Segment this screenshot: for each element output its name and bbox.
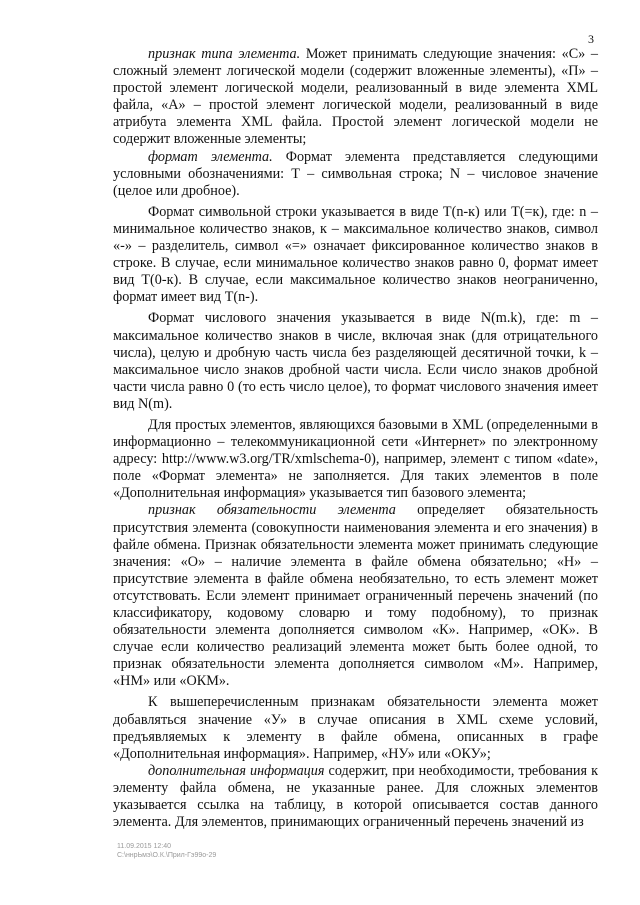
paragraph-base-types [113,417,598,502]
paragraph-text: определяет обязательность присутствия элемента (совокупности наименования элемента и его значения) в файле обмена. Признак обязательности элемента может принимать следующие значения: «О» – наличие элемента в файле обмена обязательно; «Н» – присутствие элемента в файле обмена необязательно, то есть элемент может отсутствовать. Если элемент принимает ограниченный перечень значений (по классификатору, кодовому словарю и тому подобному), то признак обязательности элемента дополняется символом «К». Например, «ОК». В случае если количество реализаций элемента может быть более одной, то признак обязательности элемента дополняется символом «М». Например, «НМ» или «ОКМ». [113,502,598,690]
term-mandatory: признак обязательности элемента [148,502,396,519]
paragraph-text: Может принимать следующие значения: «С» – сложный элемент логической модели (содержит вложенные элементы), «П» – простой элемент логической модели, реализованный в виде элемента XML файла, «А» – простой элемент логической модели, реализованный в виде атрибута элемента XML файла. Простой элемент логической модели не содержит вложенные элементы; [113,46,598,148]
paragraph-text: содержит, при необходимости, требования к элементу файла обмена, не указанные ранее. Для сложных элементов указывается ссылка на таблицу, в которой описывается состав данного элемента. Для элементов, принимающих ограниченный перечень значений из [113,762,598,831]
paragraph-element-format [113,149,598,200]
paragraph-conditions [113,694,598,762]
paragraph-text: Формат символьной строки указывается в виде Т(n-к) или Т(=к), где: n – минимальное количество знаков, к – максимальное количество знаков, символ «-» – разделитель, символ «=» означает фиксированное количество знаков в строке. В случае, если минимальное количество знаков равно 0, формат имеет вид Т(0-к). В случае, если максимальное количество знаков неограниченно, формат имеет вид Т(n-). [113,203,598,306]
document-body [113,46,598,831]
paragraph-string-format [113,204,598,307]
file-footer [117,842,216,860]
paragraph-additional-info [113,763,598,831]
paragraph-text: Формат элемента представляется следующими условными обозначениями: Т – символьная строка; N – числовое значение (целое или дробное). [113,148,598,199]
term-element-type: признак типа элемента. [148,46,301,62]
paragraph-mandatory [113,502,598,690]
paragraph-text: Для простых элементов, являющихся базовыми в XML (определенными в информационно – телекоммуникационной сети «Интернет» по электронному адресу: http://www.w3.org/TR/xmlschema-0), например, элемент с типом «date», поле «Формат элемента» не заполняется. Для таких элементов в поле «Дополнительная информация» указывается тип базового элемента; [113,416,598,502]
footer-timestamp: 11.09.2015 12:40 [117,843,171,850]
paragraph-element-type [113,46,598,149]
footer-file-path: С:\ннрЬмэ\О.К.\Прил-Гэ99о-29 [117,852,217,859]
paragraph-text: Формат числового значения указывается в виде N(m.k), где: m – максимальное количество знаков в числе, включая знак (для отрицательного числа), целую и дробную часть числа без разделяющей десятичной точки, k – максимальное число знаков дробной части числа. Если число знаков дробной части числа равно 0 (то есть число целое), то формат числового значения имеет вид N(m). [113,310,598,412]
term-additional-info: дополнительная информация [148,762,325,779]
paragraph-text: К вышеперечисленным признакам обязательности элемента может добавляться значение «У» в случае описания в XML схеме условий, предъявляемых к элементу в файле обмена, описанных в графе «Дополнительная информация». Например, «НУ» или «ОКУ»; [113,694,598,762]
term-element-format: формат элемента. [148,148,273,165]
paragraph-number-format [113,310,598,413]
page-number: 3 [588,32,594,46]
